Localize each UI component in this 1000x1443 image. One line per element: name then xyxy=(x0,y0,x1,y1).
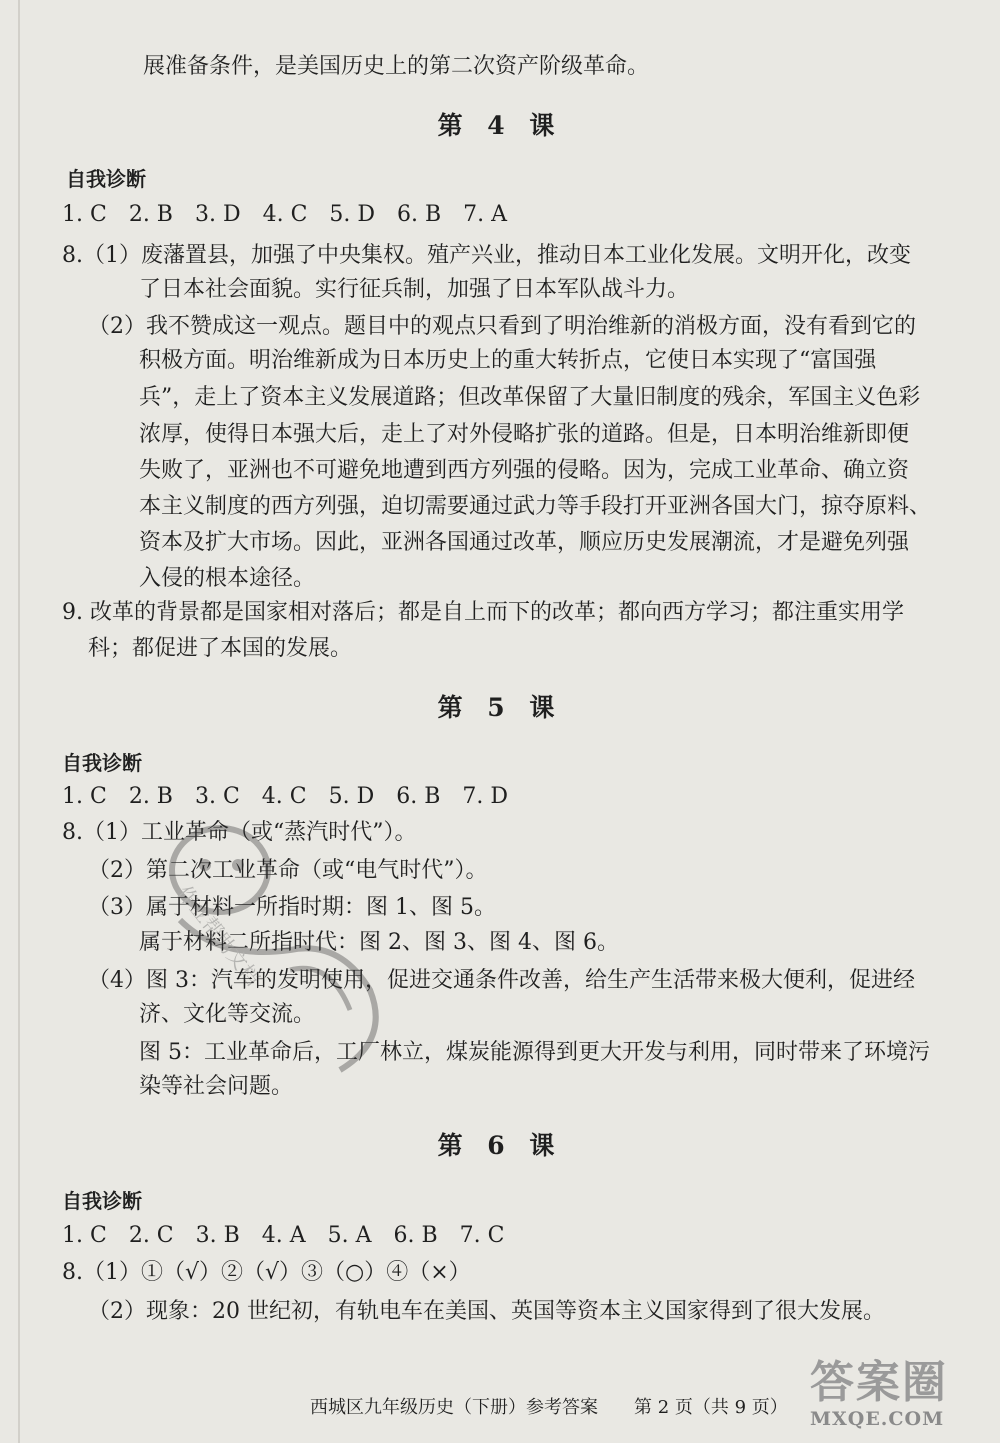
lesson-4-q8-2-line1: （2）我不赞成这一观点。题目中的观点只看到了明治维新的消极方面，没有看到它的 xyxy=(88,314,916,339)
lesson-4-q8-1-line2: 了日本社会面貌。实行征兵制，加强了日本军队战斗力。 xyxy=(139,277,690,302)
lesson-4-q8-2-line8: 入侵的根本途径。 xyxy=(139,566,316,591)
lesson-4-q8-2-line5: 失败了，亚洲也不可避免地遭到西方列强的侵略。因为，完成工业革命、确立资 xyxy=(139,458,910,483)
lesson-5-q8-4-line4: 染等社会问题。 xyxy=(139,1074,294,1099)
lesson-5-title: 第 5 课 xyxy=(437,693,563,722)
lesson-4-q8-2-line7: 资本及扩大市场。因此，亚洲各国通过改革，顺应历史发展潮流，才是避免列强 xyxy=(139,530,910,555)
lesson-4-q8-2-line6: 本主义制度的西方列强，迫切需要通过武力等手段打开亚洲各国大门，掠夺原料、 xyxy=(139,494,932,519)
lesson-5-q8-4-line2: 济、文化等交流。 xyxy=(139,1002,316,1027)
lesson-5-section: 自我诊断 xyxy=(62,751,142,775)
lesson-6-answers: 1. C 2. C 3. B 4. A 5. A 6. B 7. C xyxy=(62,1223,505,1248)
lesson-4-title: 第 4 课 xyxy=(437,111,563,140)
lesson-4-q8-2-line2: 积极方面。明治维新成为日本历史上的重大转折点，它使日本实现了“富国强 xyxy=(139,348,877,373)
stamp-text: 作业帮助文档 xyxy=(172,880,266,991)
lesson-6-q8-2: （2）现象：20 世纪初，有轨电车在美国、英国等资本主义国家得到了很大发展。 xyxy=(88,1299,885,1324)
page-footer: 西城区九年级历史（下册）参考答案 第 2 页（共 9 页） xyxy=(310,1397,788,1418)
lesson-4-answers: 1. C 2. B 3. D 4. C 5. D 6. B 7. A xyxy=(62,202,508,227)
logo-site: MXQE.COM xyxy=(810,1408,945,1430)
lesson-6-title: 第 6 课 xyxy=(437,1131,563,1160)
lesson-4-q8-2-line3: 兵”，走上了资本主义发展道路；但改革保留了大量旧制度的残余，军国主义色彩 xyxy=(139,385,921,410)
lesson-6-section: 自我诊断 xyxy=(62,1189,142,1213)
lesson-5-q8-3-line2: 属于材料二所指时代：图 2、图 3、图 4、图 6。 xyxy=(139,930,619,955)
lesson-5-q8-4-line3: 图 5：工业革命后，工厂林立，煤炭能源得到更大开发与利用，同时带来了环境污 xyxy=(139,1040,930,1065)
lesson-5-q8-2: （2）第二次工业革命（或“电气时代”）。 xyxy=(88,858,488,883)
site-logo xyxy=(810,1358,990,1436)
intro-line: 展准备条件，是美国历史上的第二次资产阶级革命。 xyxy=(143,54,650,79)
lesson-4-q9-line1: 9. 改革的背景都是国家相对落后；都是自上而下的改革；都向西方学习；都注重实用学 xyxy=(62,600,904,625)
lesson-5-q8-1: 8.（1）工业革命（或“蒸汽时代”）。 xyxy=(62,820,417,845)
lesson-4-q8-1-line1: 8.（1）废藩置县，加强了中央集权。殖产兴业，推动日本工业化发展。文明开化，改变 xyxy=(62,243,911,268)
lesson-4-q9-line2: 科；都促进了本国的发展。 xyxy=(88,636,353,661)
lesson-6-q8-1: 8.（1）①（√）②（√）③（○）④（×） xyxy=(62,1260,471,1285)
lesson-5-q8-3-line1: （3）属于材料一所指时期：图 1、图 5。 xyxy=(88,895,496,920)
lesson-5-answers: 1. C 2. B 3. C 4. C 5. D 6. B 7. D xyxy=(62,784,508,809)
lesson-5-q8-4-line1: （4）图 3：汽车的发明使用，促进交通条件改善，给生产生活带来极大便利，促进经 xyxy=(88,968,915,993)
lesson-4-q8-2-line4: 浓厚，使得日本强大后，走上了对外侵略扩张的道路。但是，日本明治维新即便 xyxy=(139,422,910,447)
logo-mark: 答案圈 xyxy=(810,1357,948,1408)
lesson-4-section: 自我诊断 xyxy=(66,167,146,191)
